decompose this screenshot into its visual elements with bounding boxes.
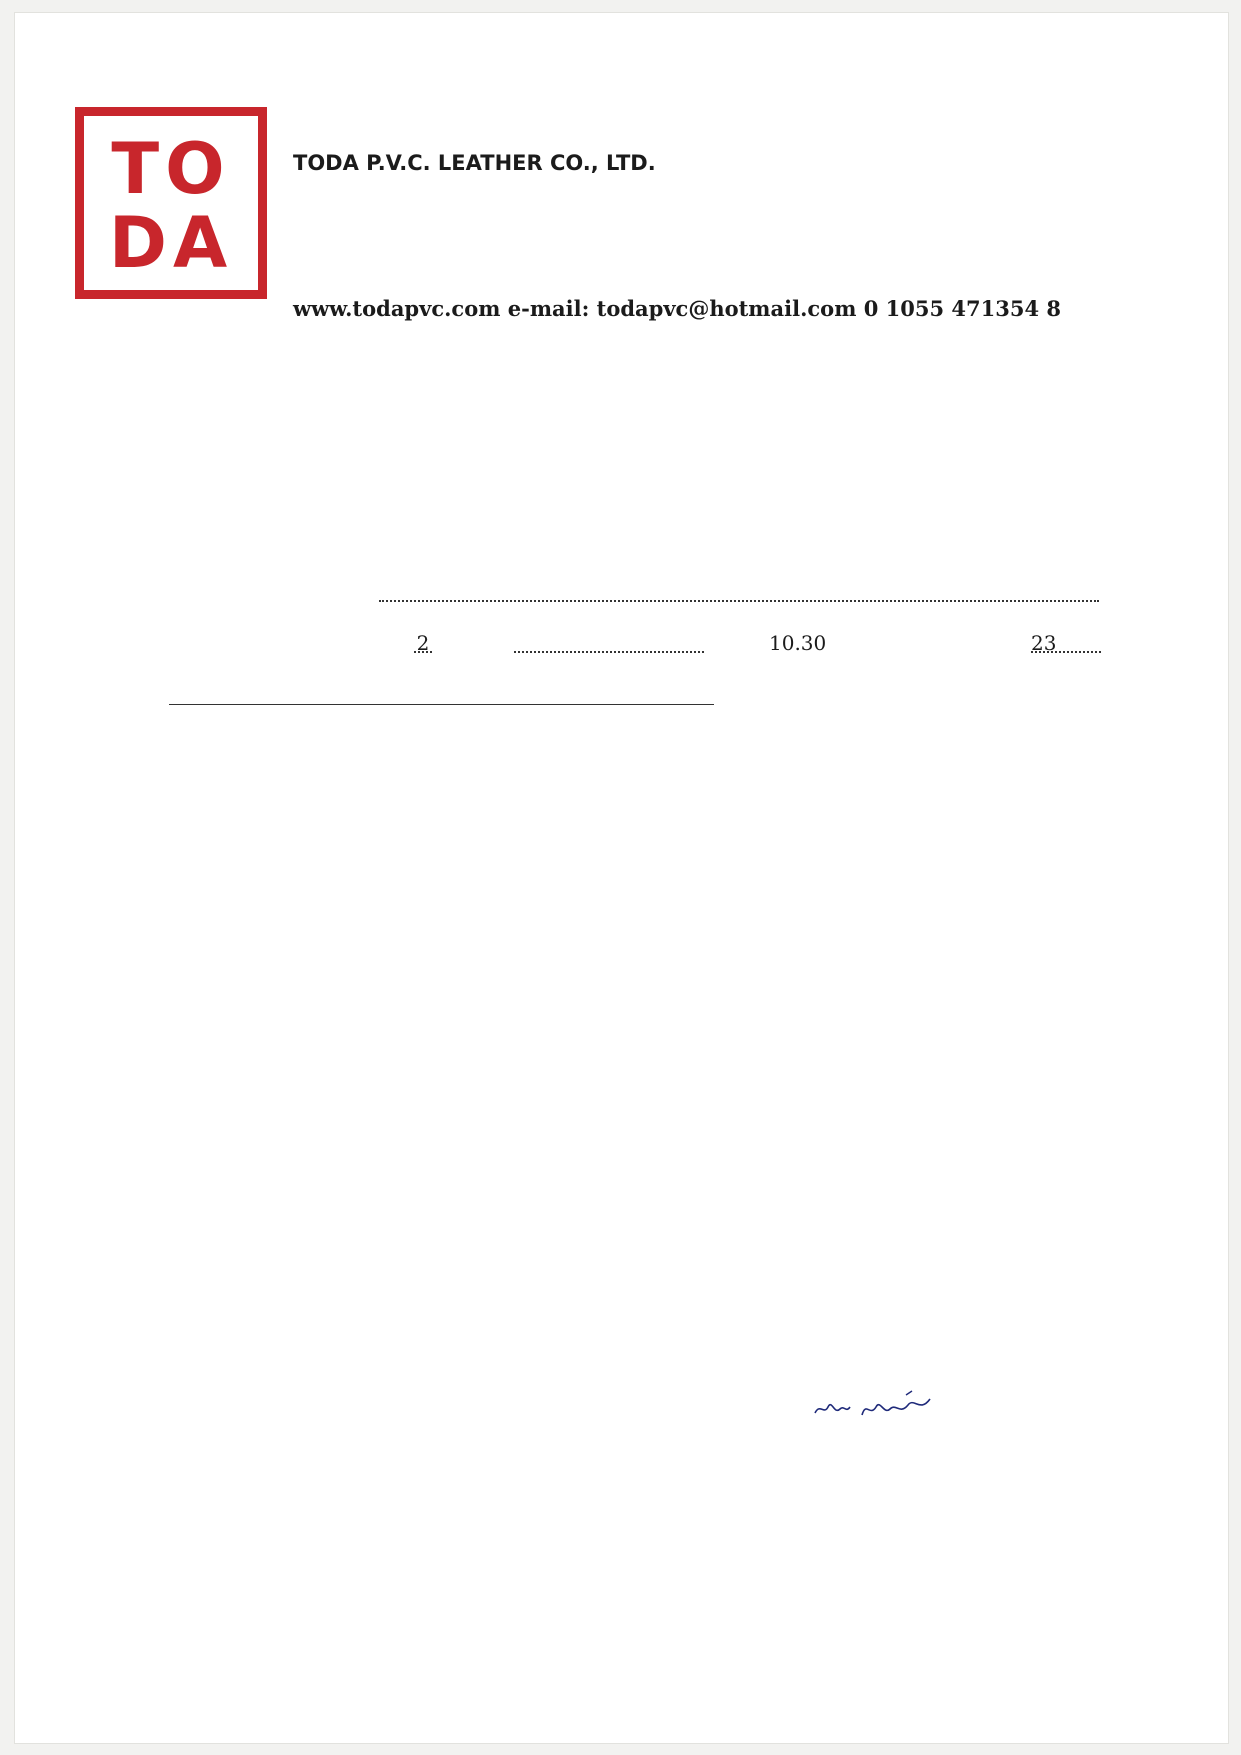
logo-line-1: TO bbox=[111, 128, 231, 210]
body-line-2 bbox=[169, 631, 1109, 663]
handwritten-signature bbox=[810, 1385, 940, 1425]
body-line-1 bbox=[169, 578, 1109, 608]
meeting-venue-blank bbox=[169, 684, 714, 705]
meeting-number: 2 bbox=[414, 631, 432, 653]
letter-page bbox=[14, 12, 1229, 1744]
body-line-3-text bbox=[739, 684, 1099, 706]
body-line-4 bbox=[169, 736, 289, 766]
tax-id: 0 1055 471354 8 bbox=[863, 296, 1062, 321]
address-number: 23 bbox=[1031, 631, 1101, 653]
agenda-item-2 bbox=[283, 879, 307, 903]
body-line-1-text bbox=[379, 578, 1099, 602]
meeting-date bbox=[514, 631, 704, 653]
toda-logo bbox=[75, 107, 267, 299]
logo-line-2: DA bbox=[108, 202, 234, 284]
agenda-item-1 bbox=[283, 813, 307, 837]
meeting-time: 10.30 bbox=[769, 631, 827, 655]
company-name-english: TODA P.V.C. LEATHER CO., LTD. bbox=[293, 151, 656, 175]
agenda-item-6 bbox=[283, 1143, 307, 1167]
website-email: www.todapvc.com e-mail: todapvc@hotmail.com bbox=[293, 296, 857, 321]
agenda-item-4 bbox=[283, 1011, 307, 1035]
body-line-3 bbox=[169, 684, 1109, 716]
website-email-line bbox=[293, 296, 1061, 321]
agenda-item-3 bbox=[283, 945, 307, 969]
agenda-item-5 bbox=[283, 1077, 307, 1101]
